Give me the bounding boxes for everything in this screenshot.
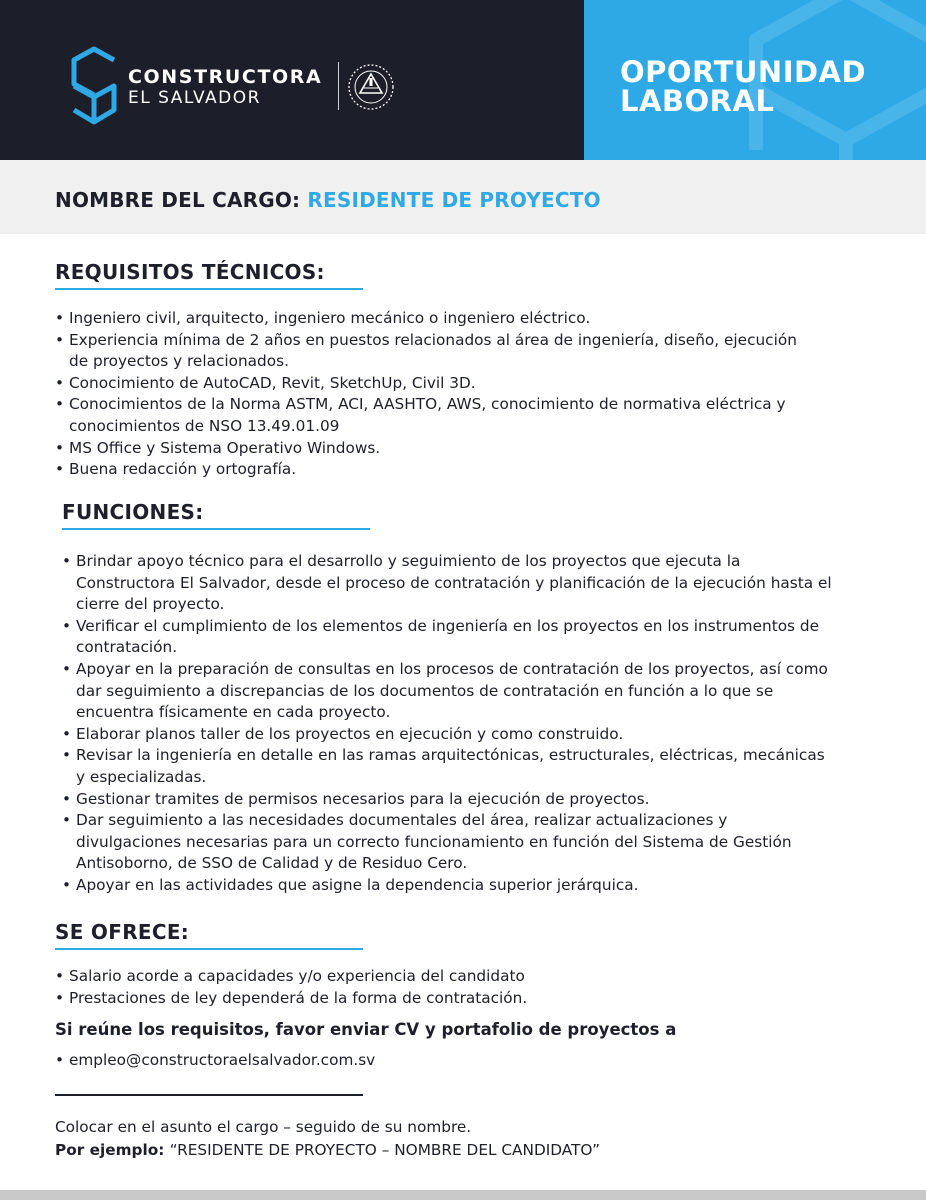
job-title-label: NOMBRE DEL CARGO: [55, 188, 308, 212]
requisitos-heading: REQUISITOS TÉCNICOS: [55, 260, 325, 284]
list-item: • Ingeniero civil, arquitecto, ingeniero mecánico o ingeniero eléctrico. [55, 308, 815, 330]
apply-instructions: Si reúne los requisitos, favor enviar CV y portafolio de proyectos a [55, 1020, 677, 1039]
page-title [620, 55, 867, 118]
job-title [55, 188, 601, 212]
subject-note: Colocar en el asunto el cargo – seguido de su nombre. [55, 1118, 472, 1136]
ofrece-list [55, 966, 815, 1009]
header [0, 0, 926, 160]
example-label: Por ejemplo: [55, 1141, 170, 1159]
list-item: • Gestionar tramites de permisos necesarios para la ejecución de proyectos. [62, 789, 832, 811]
contact-list [55, 1050, 655, 1072]
list-item: • Apoyar en la preparación de consultas en los procesos de contratación de los proyectos, así como dar seguimiento a discrepancias de los documentos de contratación en función a lo que se encuentra físicamente en cada proyecto. [62, 659, 832, 724]
email-link[interactable]: • empleo@constructoraelsalvador.com.sv [55, 1050, 655, 1072]
brand-name [128, 66, 322, 108]
list-item: • Dar seguimiento a las necesidades documentales del área, realizar actualizaciones y divulgaciones necesarias para un correcto funcionamiento en función del Sistema de Gestión Antisoborno, de SSO de Calidad y de Residuo Cero. [62, 810, 832, 875]
title-line-1: OPORTUNIDAD [620, 55, 867, 89]
el-salvador-coat-of-arms-icon [346, 62, 396, 116]
ofrece-heading: SE OFRECE: [55, 920, 190, 944]
example-value: “RESIDENTE DE PROYECTO – NOMBRE DEL CANDIDATO” [169, 1141, 601, 1159]
brand-line-2: EL SALVADOR [128, 88, 261, 108]
list-item: • MS Office y Sistema Operativo Windows. [55, 438, 815, 460]
list-item: • Conocimientos de la Norma ASTM, ACI, AASHTO, AWS, conocimiento de normativa eléctrica y conocimientos de NSO 13.49.01.09 [55, 394, 815, 437]
funciones-heading: FUNCIONES: [62, 500, 204, 524]
list-item: • Experiencia mínima de 2 años en puestos relacionados al área de ingeniería, diseño, ejecución de proyectos y relacionados. [55, 330, 815, 373]
list-item: • Verificar el cumplimiento de los elementos de ingeniería en los proyectos en los instrumentos de contratación. [62, 616, 832, 659]
brand-divider [338, 62, 339, 110]
list-item: • Apoyar en las actividades que asigne la dependencia superior jerárquica. [62, 875, 832, 897]
list-item: • Buena redacción y ortografía. [55, 459, 815, 481]
ofrece-underline [55, 948, 363, 950]
funciones-underline [62, 528, 370, 530]
list-item: • Brindar apoyo técnico para el desarrollo y seguimiento de los proyectos que ejecuta la Constructora El Salvador, desde el proceso de contratación y planificación de la ejecución hasta el cierre del proyecto. [62, 551, 832, 616]
brand-line-1: CONSTRUCTORA [128, 66, 323, 88]
footer-bar [0, 1190, 926, 1200]
list-item: • Revisar la ingeniería en detalle en las ramas arquitectónicas, estructurales, eléctricas, mecánicas y especializadas. [62, 745, 832, 788]
list-item: • Salario acorde a capacidades y/o experiencia del candidato [55, 966, 815, 988]
list-item: • Prestaciones de ley dependerá de la forma de contratación. [55, 988, 815, 1010]
job-title-value: RESIDENTE DE PROYECTO [307, 188, 601, 212]
cube-s-logo-icon [70, 46, 118, 130]
title-line-2: LABORAL [620, 84, 775, 118]
list-item: • Conocimiento de AutoCAD, Revit, SketchUp, Civil 3D. [55, 373, 815, 395]
funciones-list [62, 551, 832, 897]
divider [55, 1094, 363, 1096]
subject-example [55, 1139, 600, 1161]
list-item: • Elaborar planos taller de los proyectos en ejecución y como construido. [62, 724, 832, 746]
requisitos-list [55, 308, 815, 481]
requisitos-underline [55, 288, 363, 290]
